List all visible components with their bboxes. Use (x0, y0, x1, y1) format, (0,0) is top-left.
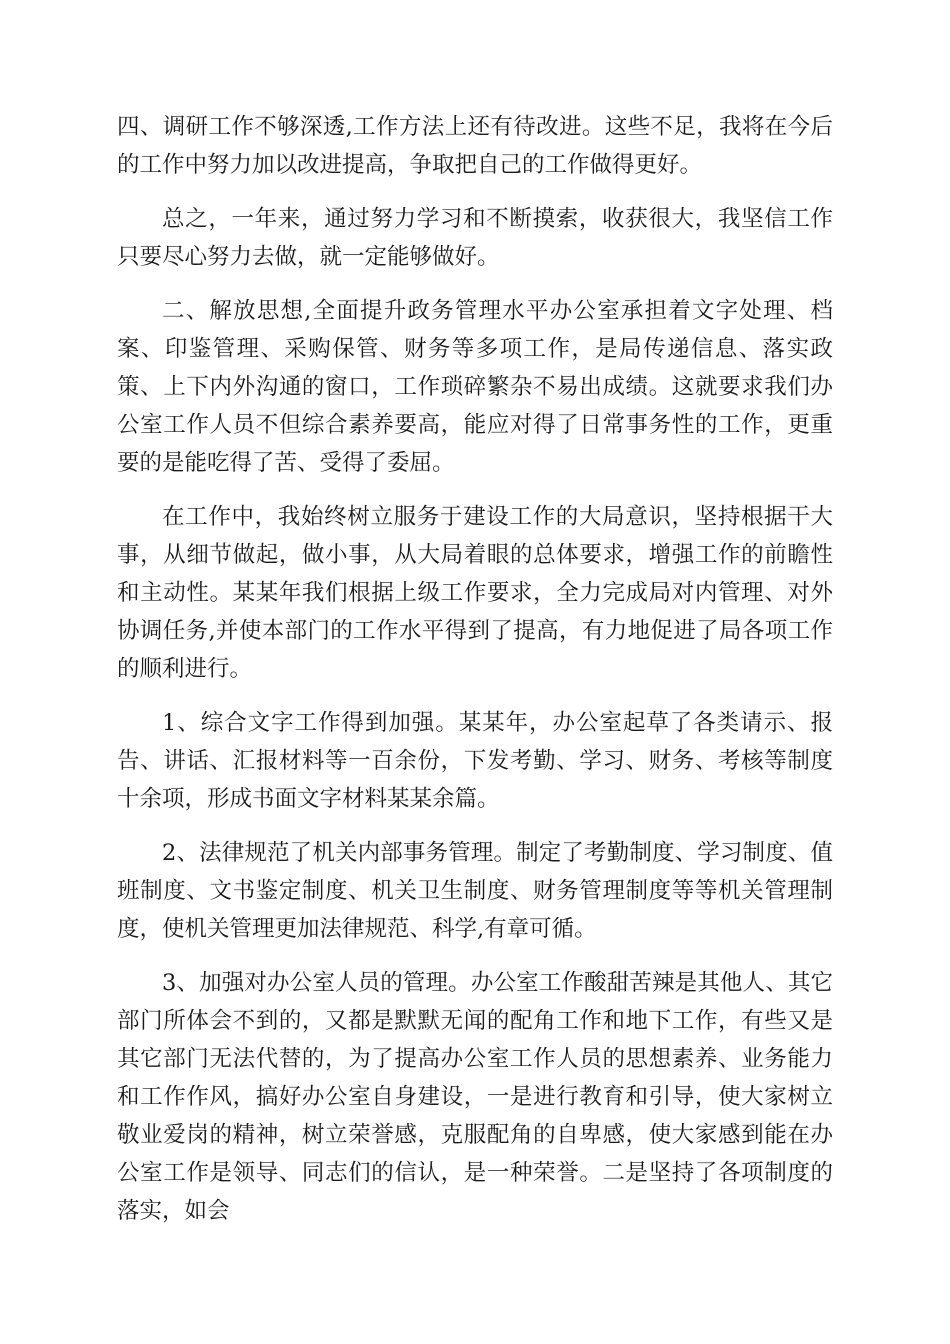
paragraph-section-two: 二、解放思想,全面提升政务管理水平办公室承担着文字处理、档案、印鉴管理、采购保管、财务等多项工作，是局传递信息、落实政策、上下内外沟通的窗口，工作琐碎繁杂不易出成绩。这就要求我们办公室工作人员不但综合素养要高，能应对得了日常事务性的工作，更重要的是能吃得了苦、受得了委屈。 (117, 298, 833, 476)
document-body (117, 108, 833, 1246)
paragraph-summary: 总之，一年来，通过努力学习和不断摸索，收获很大，我坚信工作只要尽心努力去做，就一定能够做好。 (117, 206, 833, 270)
paragraph-work-attitude: 在工作中，我始终树立服务于建设工作的大局意识，坚持根据干大事，从细节做起，做小事，从大局着眼的总体要求，增强工作的前瞻性和主动性。某某年我们根据上级工作要求，全力完成局对内管理、对外协调任务,并使本部门的工作水平得到了提高，有力地促进了局各项工作的顺利进行。 (117, 504, 833, 682)
paragraph-item-3-staff-management: 3、加强对办公室人员的管理。办公室工作酸甜苦辣是其他人、其它部门所体会不到的，又都是默默无闻的配角工作和地下工作，有些又是其它部门无法代替的，为了提高办公室工作人员的思想素养、业务能力和工作作风，搞好办公室自身建设，一是进行教育和引导，使大家树立敬业爱岗的精神，树立荣誉感，克服配角的自卑感，使大家感到能在办公室工作是领导、同志们的信认，是一种荣誉。二是坚持了各项制度的落实，如会 (117, 970, 833, 1224)
paragraph-research-shortcomings: 四、调研工作不够深透,工作方法上还有待改进。这些不足，我将在今后的工作中努力加以改进提高，争取把自己的工作做得更好。 (117, 114, 833, 178)
paragraph-item-1-writing: 1、综合文字工作得到加强。某某年，办公室起草了各类请示、报告、讲话、汇报材料等一百余份，下发考勤、学习、财务、考核等制度十余项，形成书面文字材料某某余篇。 (117, 710, 833, 812)
paragraph-item-2-regulations: 2、法律规范了机关内部事务管理。制定了考勤制度、学习制度、值班制度、文书鉴定制度、机关卫生制度、财务管理制度等等机关管理制度，使机关管理更加法律规范、科学,有章可循。 (117, 840, 833, 942)
